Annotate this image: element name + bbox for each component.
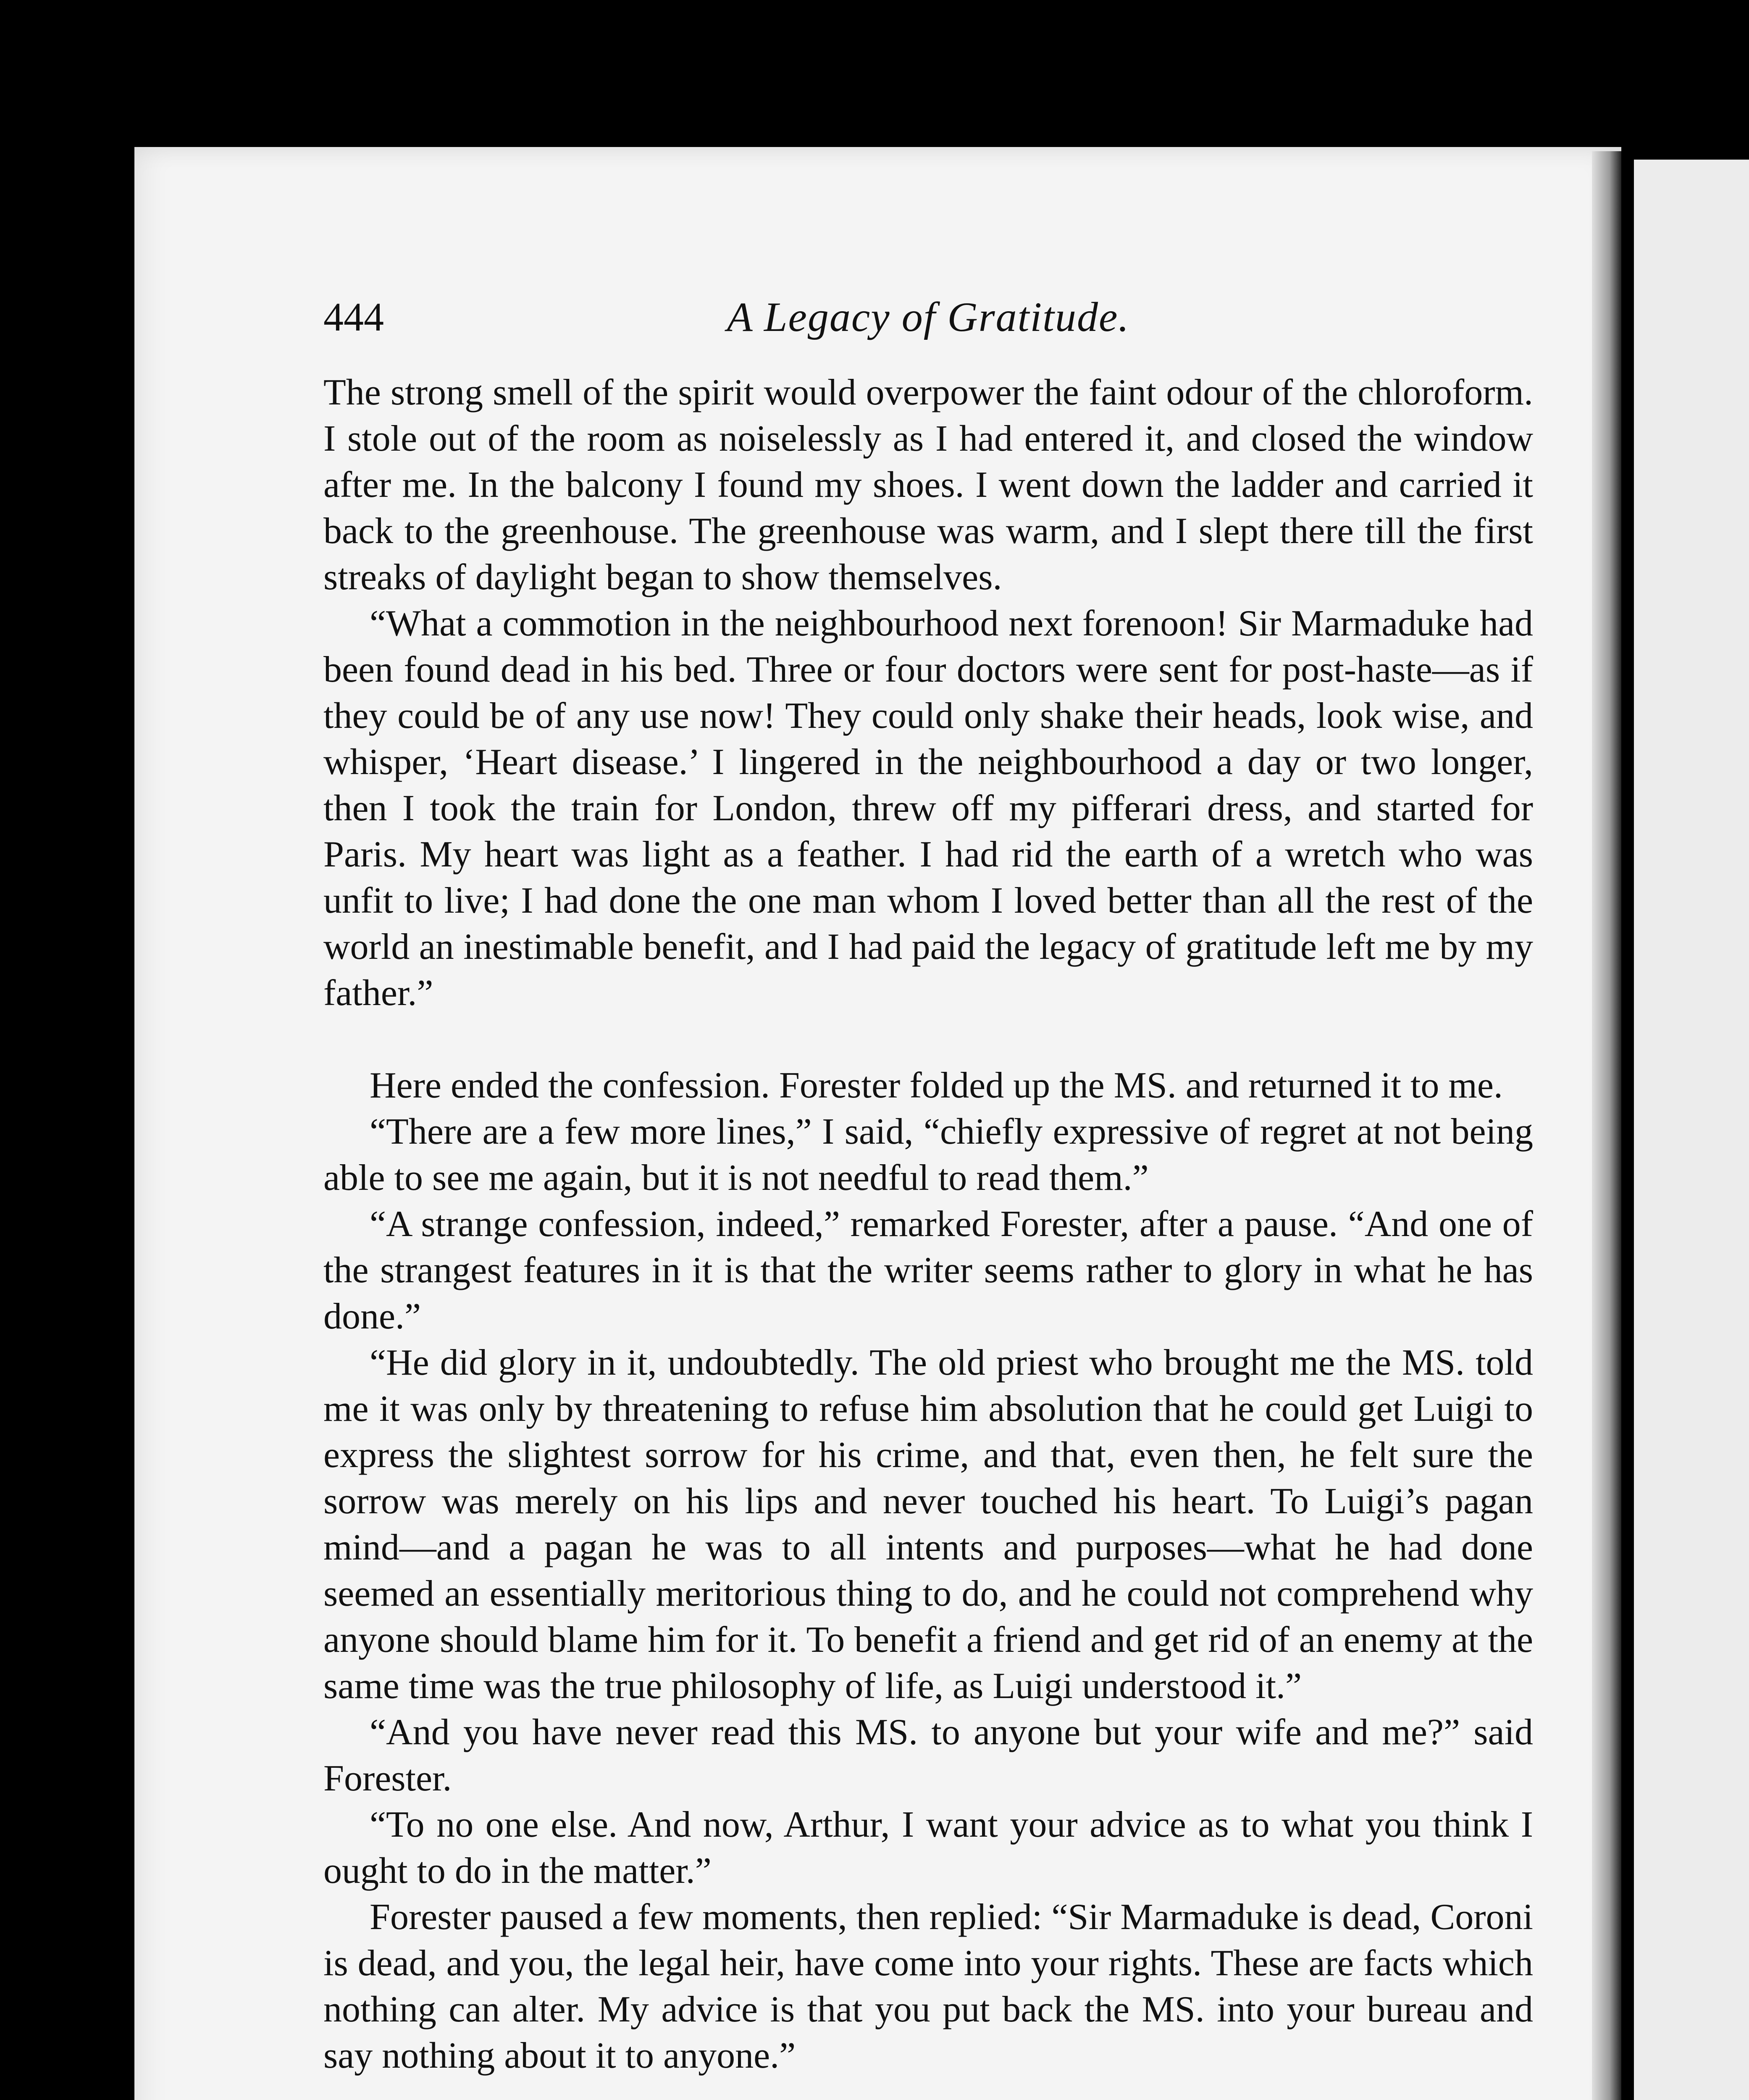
body-text [323,370,1533,2079]
paragraph: “And you have never read this MS. to anyone but your wife and me?” said Forester. [323,1712,1533,1799]
page-number: 444 [323,294,384,339]
paragraph: The strong smell of the spirit would overpower the faint odour of the chloroform. I stole out of the room as noiselessly as I had entered it, and closed the window after me. In the balcony I found my shoes. I went down the ladder and carried it back to the greenhouse. The greenhouse was warm, and I slept there till the first streaks of daylight began to show themselves. [323,372,1533,598]
page-gutter [1592,151,1621,2100]
paragraph: “To no one else. And now, Arthur, I want your advice as to what you think I ought to do in the matter.” [323,1804,1533,1891]
paragraph: “He did glory in it, undoubtedly. The old priest who brought me the MS. told me it was only by threatening to refuse him absolution that he could get Luigi to express the slightest sorrow for his crime, and that, even then, he felt sure the sorrow was merely on his lips and never touched his heart. To Luigi’s pagan mind—and a pagan he was to all intents and purposes—what he had done seemed an essentially meritorious thing to do, and he could not comprehend why anyone should blame him for it. To benefit a friend and get rid of an enemy at the same time was the true philosophy of life, as Luigi understood it.” [323,1342,1533,1706]
paragraph: Here ended the confession. Forester folded up the MS. and returned it to me. [370,1065,1503,1106]
paragraph: “What a commotion in the neighbourhood next forenoon! Sir Marmaduke had been found dead in his bed. Three or four doctors were sent for post-haste—as if they could be of any use now! They could only shake their heads, look wise, and whisper, ‘Heart disease.’ I lingered in the neighbourhood a day or two longer, then I took the train for London, threw off my pifferari dress, and started for Paris. My heart was light as a feather. I had rid the earth of a wretch who was unfit to live; I had done the one man whom I loved better than all the rest of the world an inestimable benefit, and I had paid the legacy of gratitude left me by my father.” [323,603,1533,1013]
facing-page-edge [1634,160,1749,2100]
page-header [323,290,1533,344]
running-title: A Legacy of Gratitude. [727,294,1130,340]
paragraph: Forester paused a few moments, then replied: “Sir Marmaduke is dead, Coroni is dead, and you, the legal heir, have come into your rights. These are facts which nothing can alter. My advice is that you put back the MS. into your bureau and say nothing about it to anyone.” [323,1897,1533,2076]
paragraph: “A strange confession, indeed,” remarked Forester, after a pause. “And one of the strangest features in it is that the writer seems rather to glory in what he has done.” [323,1204,1533,1337]
paragraph: “There are a few more lines,” I said, “chiefly expressive of regret at not being able to see me again, but it is not needful to read them.” [323,1111,1533,1198]
